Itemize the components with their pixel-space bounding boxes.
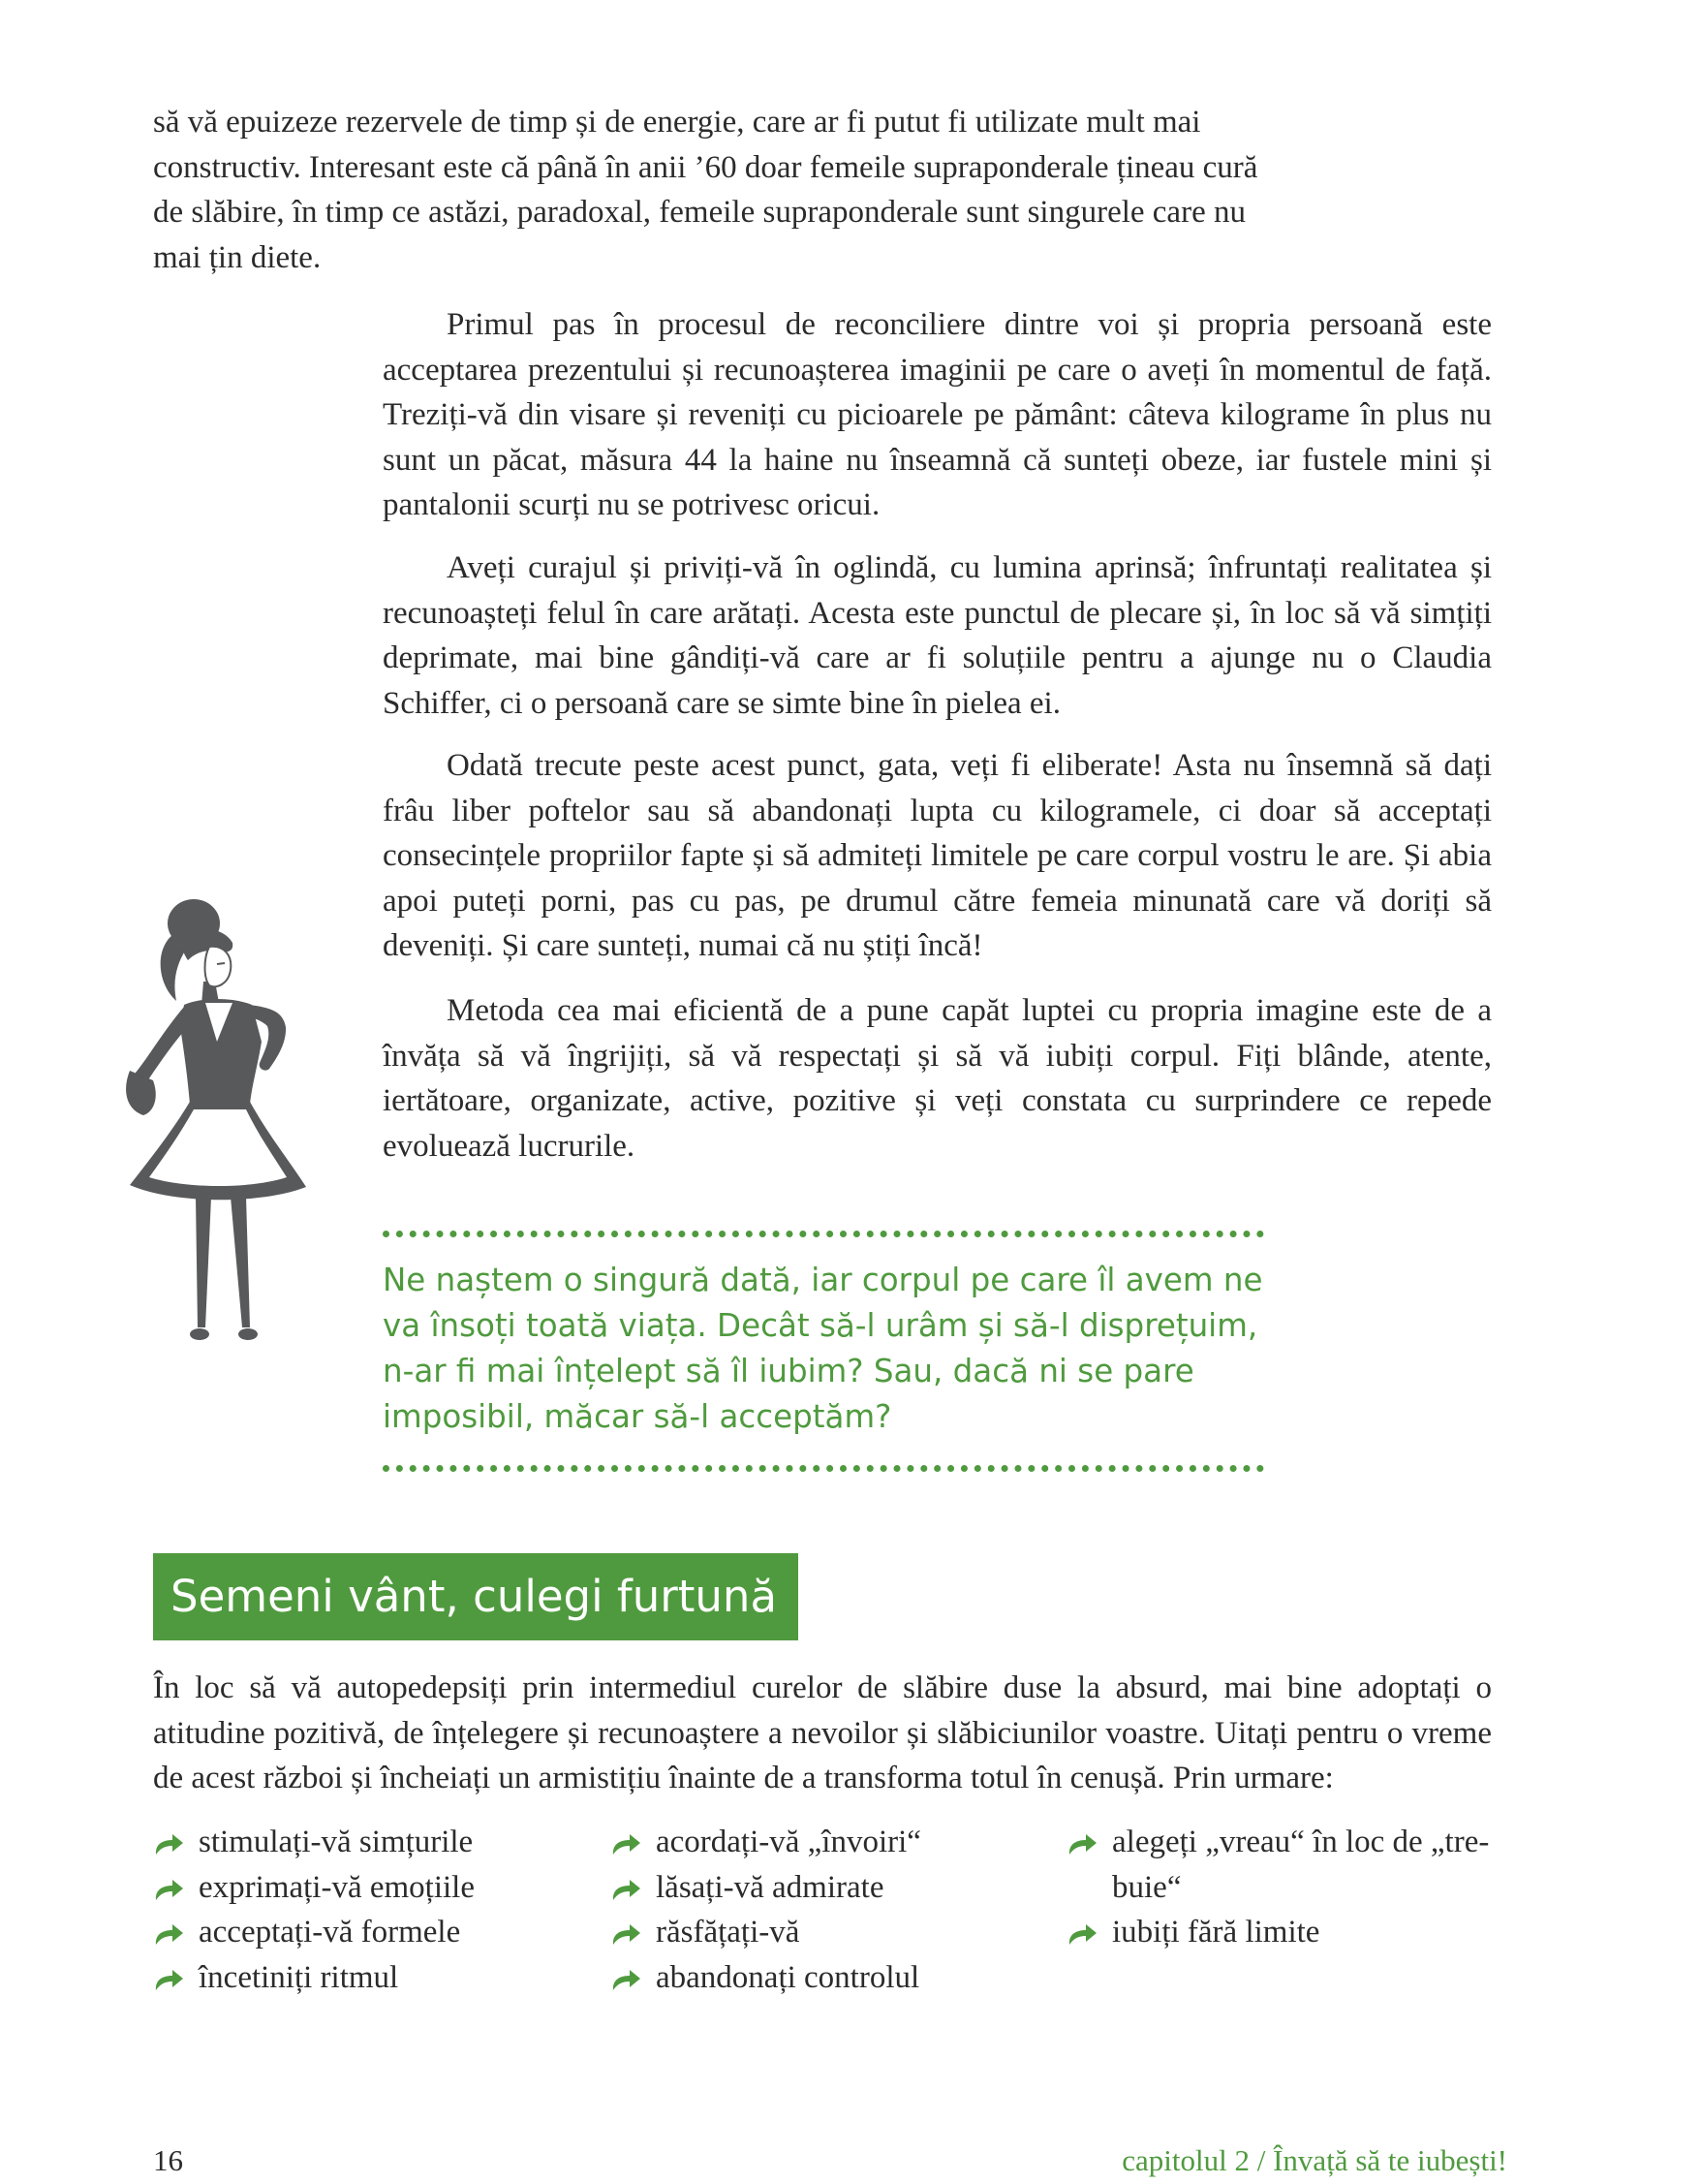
paragraph-liberated: Odată trecute peste acest punct, gata, veți fi eliberate! Asta nu însemnă să dați frâu liber poftelor sau să abandonați lupta cu kilogramele, ci doar să acceptați consecințele propriilor fapte și să admiteți limitele pe care corpul vostru le are. Și abia apoi puteți porni, pas cu pas, pe drumul către femeia minunată care vă doriți să deveniți. Și care sunteți, numai că nu știți încă! [383, 748, 1492, 963]
list-item [153, 1955, 570, 2001]
curved-arrow-icon [153, 1879, 184, 1900]
section-heading: Semeni vânt, culegi furtună [153, 1553, 798, 1640]
running-head: capitolul 2 / Învață să te iubești! [1122, 2143, 1507, 2177]
list-item-label: stimulați-vă simțurile [199, 1825, 474, 1859]
list-item-label: abandonați controlul [656, 1959, 920, 1995]
list-item-label: alegeți „vreau“ în loc de „tre-buie“ [1112, 1825, 1490, 1905]
list-item-label: exprimați-vă emoțiile [199, 1869, 475, 1905]
list-item [1067, 1910, 1498, 1955]
section-intro: În loc să vă autopedepsiți prin intermediul curelor de slăbire duse la absurd, mai bine adoptați o atitudine pozitivă, de înțelegere și recunoaștere a nevoilor și slăbiciunilor voastre. Uitați pentru o vreme de acest război și încheiați un armistițiu înainte de a transforma totul în cenușă. Prin urmare: [153, 1670, 1492, 1795]
curved-arrow-icon [610, 1969, 641, 1990]
list-item-label: încetiniți ritmul [199, 1959, 399, 1995]
page-number: 16 [153, 2143, 183, 2177]
woman-silhouette-icon [116, 896, 349, 1352]
list-item [610, 1910, 1027, 1955]
bullet-list-column-2 [610, 1820, 1027, 2000]
paragraph-reconciliation: Primul pas în procesul de reconciliere dintre voi și propria persoană este acceptarea prezentului și recunoașterea imaginii pe care o aveți în momentul de față. Treziți-vă din visare și reveniți cu picioarele pe pământ: câteva kilograme în plus nu sunt un păcat, măsura 44 la haine nu înseamnă că sunteți obeze, iar fustele mini și pantalonii scurți nu se potrivesc oricui. [383, 307, 1492, 522]
list-item [610, 1955, 1027, 2001]
curved-arrow-icon [610, 1879, 641, 1900]
bullet-list-column-3 [1067, 1820, 1498, 1955]
paragraph-continued: să vă epuizeze rezervele de timp și de energie, care ar fi putut fi utilizate mult mai constructiv. Interesant este că până în anii ’60 doar femeile supraponderale țineau cură de slăbire, în timp ce astăzi, paradoxal, femeile supraponderale sunt singurele care nu mai țin diete. [153, 105, 1258, 275]
curved-arrow-icon [1067, 1833, 1098, 1855]
list-item-label: lăsați-vă admirate [656, 1869, 884, 1905]
list-item [610, 1865, 1027, 1911]
curved-arrow-icon [153, 1969, 184, 1990]
curved-arrow-icon [610, 1923, 641, 1945]
list-item [1067, 1820, 1498, 1910]
pull-quote: Ne naștem o singură dată, iar corpul pe care îl avem ne va însoți toată viața. Decât să-l urâm și să-l disprețuim, n-ar fi mai înțelept să îl iubim? Sau, dacă ni se pare imposibil, măcar să-l acceptăm? [383, 1262, 1263, 1435]
curved-arrow-icon [153, 1833, 184, 1855]
bullet-list-column-1 [153, 1820, 570, 2000]
curved-arrow-icon [610, 1833, 641, 1855]
quote-divider-top [383, 1231, 1264, 1237]
curved-arrow-icon [153, 1923, 184, 1945]
list-item-label: acceptați-vă formele [199, 1915, 461, 1950]
quote-divider-bottom [383, 1465, 1264, 1472]
list-item [153, 1820, 570, 1865]
paragraph-mirror: Aveți curajul și priviți-vă în oglindă, cu lumina aprinsă; înfruntați realitatea și recunoașteți felul în care arătați. Acesta este punctul de plecare și, în loc să vă simțiți deprimate, mai bine gândiți-vă care ar fi soluțiile pentru a ajunge nu o Claudia Schiffer, ci o persoană care se simte bine în pielea ei. [383, 550, 1492, 721]
list-item-label: răsfățați-vă [656, 1915, 800, 1950]
list-item [153, 1910, 570, 1955]
paragraph-method: Metoda cea mai eficientă de a pune capăt luptei cu propria imagine este de a învăța să vă îngrijiți, să vă respectați și să vă iubiți corpul. Fiți blânde, atente, iertătoare, organizate, active, pozitive și veți constata cu surprindere ce repede evoluează lucrurile. [383, 993, 1492, 1164]
list-item-label: acordați-vă „învoiri“ [656, 1825, 921, 1859]
list-item [153, 1865, 570, 1911]
list-item-label: iubiți fără limite [1112, 1915, 1320, 1950]
curved-arrow-icon [1067, 1923, 1098, 1945]
list-item [610, 1820, 1027, 1865]
